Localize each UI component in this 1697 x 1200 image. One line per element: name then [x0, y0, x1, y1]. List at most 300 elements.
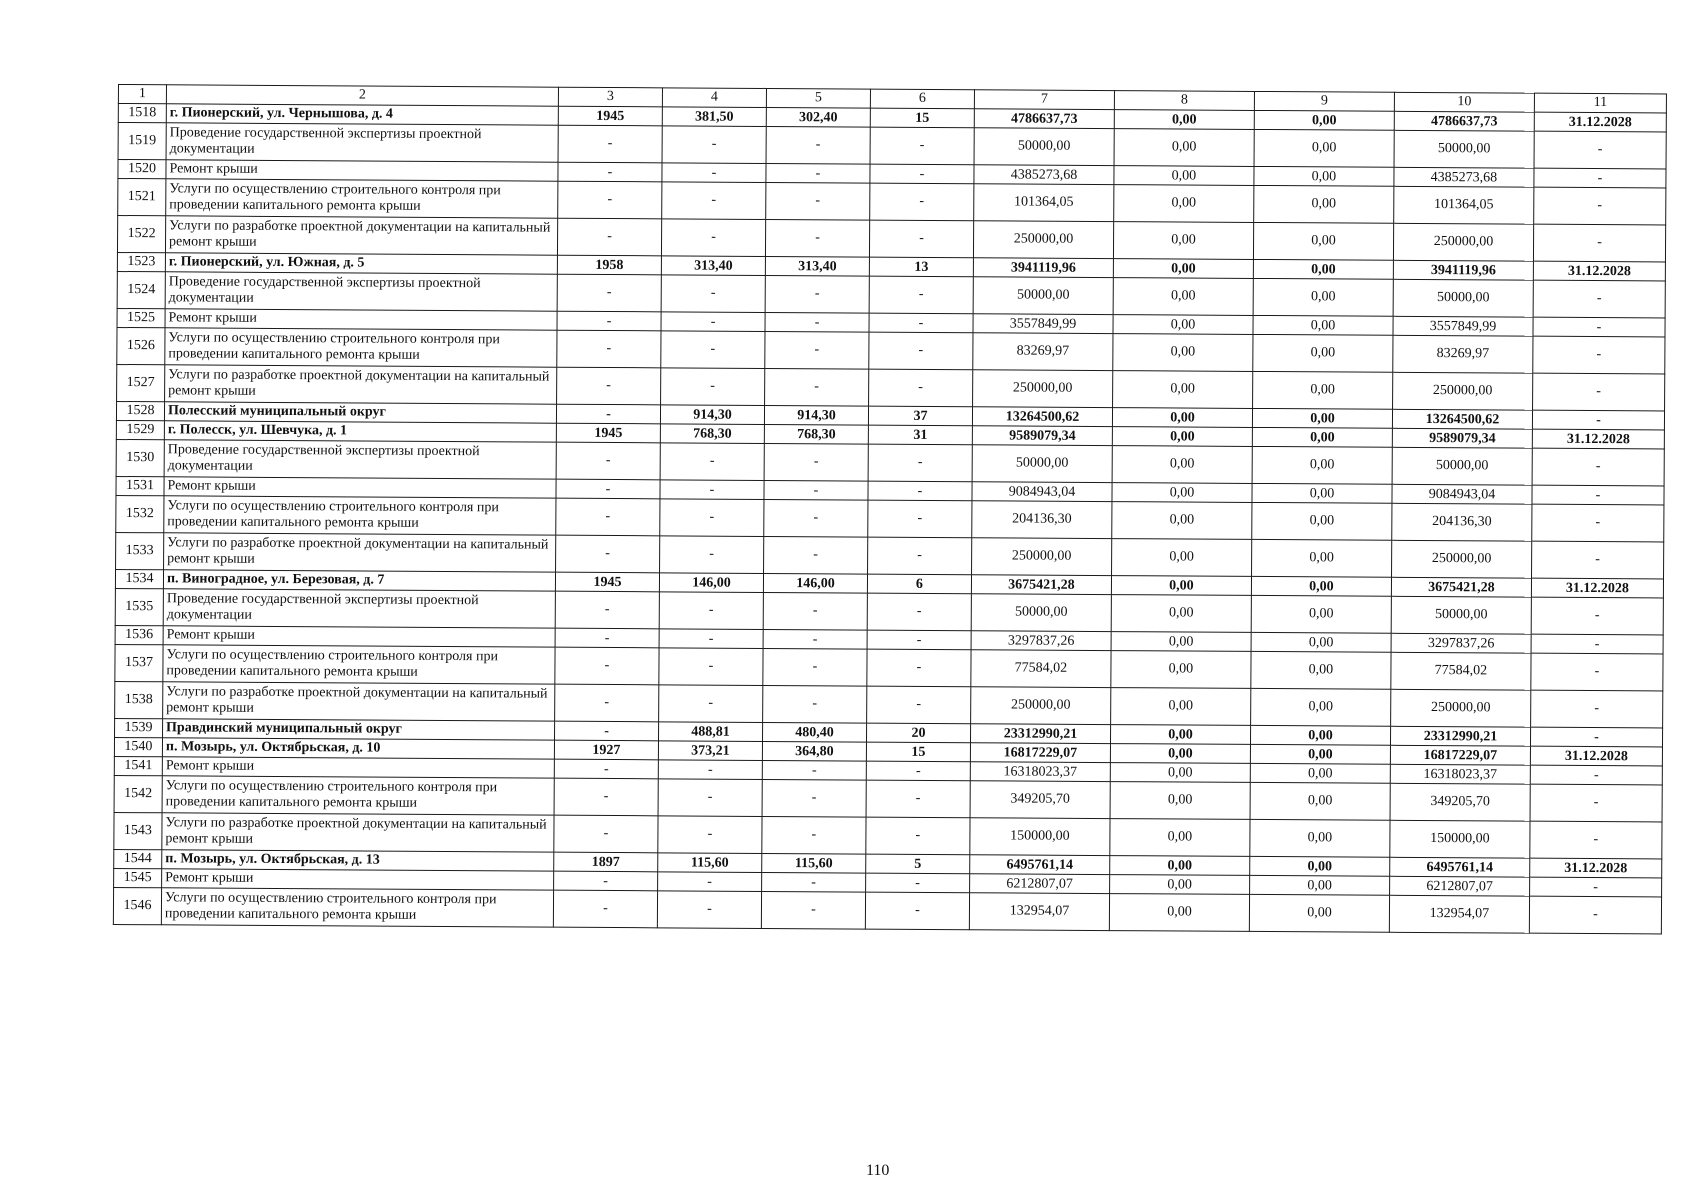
cell-col-3: - — [553, 890, 657, 928]
cell-col-7: 132954,07 — [969, 893, 1109, 931]
column-number-6: 6 — [870, 89, 974, 109]
row-number: 1531 — [116, 476, 164, 495]
column-number-5: 5 — [766, 88, 870, 108]
cell-col-7: 250000,00 — [972, 538, 1112, 576]
cell-col-8: 0,00 — [1113, 371, 1253, 409]
cell-col-7: 3297837,26 — [971, 631, 1111, 651]
cell-col-9: 0,00 — [1252, 427, 1392, 447]
cell-col-10: 349205,70 — [1390, 783, 1530, 821]
cell-col-5: - — [766, 182, 870, 220]
cell-col-10: 3941119,96 — [1393, 260, 1533, 280]
cell-col-3: - — [555, 647, 659, 685]
cell-col-7: 150000,00 — [970, 818, 1110, 856]
row-name: Услуги по осуществлению строительного контроля при проведении капитального ремонта крыши — [166, 179, 558, 218]
cell-col-9: 0,00 — [1252, 408, 1392, 428]
cell-col-11: - — [1531, 597, 1663, 635]
cell-col-7: 6495761,14 — [970, 855, 1110, 875]
cell-col-6: - — [868, 481, 972, 501]
cell-col-3: - — [558, 162, 662, 182]
column-number-3: 3 — [558, 87, 662, 107]
cell-col-5: 313,40 — [765, 256, 869, 276]
cell-col-6: 6 — [867, 574, 971, 594]
cell-col-9: 0,00 — [1254, 166, 1394, 186]
cell-col-4: - — [661, 368, 765, 406]
row-number: 1528 — [116, 401, 164, 420]
cell-col-8: 0,00 — [1110, 763, 1250, 783]
cell-col-9: 0,00 — [1251, 651, 1391, 689]
cell-col-9: 0,00 — [1254, 110, 1394, 130]
cell-col-6: - — [869, 276, 973, 314]
cell-col-5: - — [763, 592, 867, 630]
cell-col-4: - — [657, 891, 761, 929]
cell-col-9: 0,00 — [1250, 744, 1390, 764]
cell-col-7: 6212807,07 — [970, 874, 1110, 894]
cell-col-10: 16318023,37 — [1390, 764, 1530, 784]
cell-col-8: 0,00 — [1111, 595, 1251, 633]
cell-col-7: 13264500,62 — [972, 407, 1112, 427]
cell-col-3: - — [555, 628, 659, 648]
column-number-7: 7 — [974, 90, 1114, 110]
cell-col-9: 0,00 — [1253, 334, 1393, 372]
row-number: 1537 — [115, 644, 163, 681]
row-name: п. Мозырь, ул. Октябрьская, д. 13 — [162, 850, 554, 871]
row-name: Услуги по разработке проектной документации на капитальный ремонт крыши — [164, 533, 556, 572]
cell-col-3: 1927 — [554, 740, 658, 760]
cell-col-11: - — [1534, 168, 1666, 188]
cell-col-4: - — [659, 629, 763, 649]
row-name: п. Виноградное, ул. Березовая, д. 7 — [163, 570, 555, 591]
cell-col-6: 13 — [869, 257, 973, 277]
cell-col-10: 250000,00 — [1393, 372, 1533, 410]
cell-col-9: 0,00 — [1253, 371, 1393, 409]
cell-col-9: 0,00 — [1252, 446, 1392, 484]
cell-col-8: 0,00 — [1114, 129, 1254, 167]
row-name: Ремонт крыши — [165, 309, 557, 330]
table-body — [113, 104, 1666, 934]
cell-col-11: - — [1530, 727, 1662, 747]
cell-col-7: 9589079,34 — [972, 426, 1112, 446]
cell-col-3: - — [555, 684, 659, 722]
cell-col-10: 23312990,21 — [1390, 726, 1530, 746]
cell-col-9: 0,00 — [1252, 502, 1392, 540]
row-name: Проведение государственной экспертизы проектной документации — [166, 123, 558, 162]
cell-col-6: - — [868, 444, 972, 482]
row-name: п. Мозырь, ул. Октябрьская, д. 10 — [162, 738, 554, 759]
cell-col-11: - — [1532, 485, 1664, 505]
cell-col-7: 50000,00 — [973, 277, 1113, 315]
cell-col-9: 0,00 — [1253, 278, 1393, 316]
cell-col-8: 0,00 — [1110, 875, 1250, 895]
cell-col-5: - — [765, 368, 869, 406]
cell-col-11: 31.12.2028 — [1531, 578, 1663, 598]
cell-col-4: 146,00 — [659, 573, 763, 593]
row-name: Ремонт крыши — [163, 626, 555, 647]
cell-col-9: 0,00 — [1252, 483, 1392, 503]
cell-col-11: - — [1530, 784, 1662, 822]
cell-col-10: 4786637,73 — [1394, 111, 1534, 131]
cell-col-11: - — [1533, 224, 1665, 262]
column-number-2: 2 — [166, 85, 558, 106]
cell-col-5: - — [762, 872, 866, 892]
row-name: Проведение государственной экспертизы проектной документации — [163, 589, 555, 628]
cell-col-11: - — [1532, 448, 1664, 486]
cell-col-3: 1945 — [555, 572, 659, 592]
row-number: 1541 — [114, 756, 162, 775]
cell-col-6: - — [866, 817, 970, 855]
cell-col-3: - — [556, 498, 660, 536]
row-number: 1534 — [115, 569, 163, 588]
cell-col-8: 0,00 — [1111, 632, 1251, 652]
row-number: 1544 — [114, 849, 162, 868]
cell-col-11: - — [1529, 896, 1661, 934]
cell-col-10: 3675421,28 — [1391, 577, 1531, 597]
cell-col-7: 250000,00 — [971, 687, 1111, 725]
cell-col-3: - — [557, 274, 661, 312]
cell-col-5: - — [762, 760, 866, 780]
cell-col-11: - — [1532, 541, 1664, 579]
cell-col-10: 83269,97 — [1393, 335, 1533, 373]
cell-col-9: 0,00 — [1250, 725, 1390, 745]
cell-col-4: - — [661, 219, 765, 257]
row-name: Проведение государственной экспертизы проектной документации — [164, 440, 556, 479]
cell-col-9: 0,00 — [1254, 129, 1394, 167]
row-name: Услуги по разработке проектной документации на капитальный ремонт крыши — [165, 365, 557, 404]
cell-col-7: 349205,70 — [970, 781, 1110, 819]
cell-col-4: - — [662, 163, 766, 183]
cell-col-6: - — [867, 630, 971, 650]
cell-col-6: 37 — [868, 406, 972, 426]
cell-col-4: 373,21 — [658, 741, 762, 761]
cell-col-9: 0,00 — [1251, 576, 1391, 596]
row-name: Услуги по осуществлению строительного контроля при проведении капитального ремонта крыши — [164, 496, 556, 535]
column-number-11: 11 — [1534, 93, 1666, 113]
cell-col-10: 250000,00 — [1392, 540, 1532, 578]
cell-col-8: 0,00 — [1112, 539, 1252, 577]
cell-col-4: - — [660, 443, 764, 481]
row-name: г. Пионерский, ул. Южная, д. 5 — [165, 253, 557, 274]
cell-col-8: 0,00 — [1110, 819, 1250, 857]
cell-col-6: - — [867, 593, 971, 631]
cell-col-5: 914,30 — [764, 405, 868, 425]
cell-col-8: 0,00 — [1113, 315, 1253, 335]
cell-col-5: 364,80 — [762, 741, 866, 761]
cell-col-6: - — [865, 892, 969, 930]
cell-col-4: 914,30 — [660, 405, 764, 425]
cell-col-8: 0,00 — [1113, 334, 1253, 372]
cell-col-4: - — [662, 126, 766, 164]
cell-col-4: 381,50 — [662, 107, 766, 127]
cell-col-3: - — [556, 479, 660, 499]
column-number-10: 10 — [1394, 92, 1534, 112]
cell-col-9: 0,00 — [1250, 856, 1390, 876]
row-name: Услуги по осуществлению строительного контроля при проведении капитального ремонта крыши — [165, 328, 557, 367]
cell-col-5: - — [763, 629, 867, 649]
row-name: Услуги по осуществлению строительного контроля при проведении капитального ремонта крыши — [162, 776, 554, 815]
cell-col-5: - — [765, 331, 869, 369]
cell-col-7: 204136,30 — [972, 501, 1112, 539]
cell-col-8: 0,00 — [1111, 688, 1251, 726]
row-name: Ремонт крыши — [162, 757, 554, 778]
cell-col-9: 0,00 — [1250, 782, 1390, 820]
cell-col-11: 31.12.2028 — [1534, 112, 1666, 132]
cell-col-3: - — [554, 778, 658, 816]
cell-col-6: - — [866, 780, 970, 818]
cell-col-11: 31.12.2028 — [1530, 746, 1662, 766]
cell-col-10: 13264500,62 — [1392, 409, 1532, 429]
cell-col-9: 0,00 — [1250, 819, 1390, 857]
cell-col-7: 3675421,28 — [971, 575, 1111, 595]
cell-col-9: 0,00 — [1251, 688, 1391, 726]
cell-col-7: 250000,00 — [973, 221, 1113, 259]
cell-col-6: - — [867, 686, 971, 724]
row-name: Услуги по разработке проектной документации на капитальный ремонт крыши — [162, 813, 554, 852]
row-name: Полесский муниципальный округ — [164, 402, 556, 423]
row-name: Услуги по разработке проектной документации на капитальный ремонт крыши — [165, 216, 557, 255]
row-number: 1542 — [114, 775, 162, 812]
cell-col-3: - — [554, 759, 658, 779]
cell-col-4: 488,81 — [658, 722, 762, 742]
cell-col-5: - — [764, 499, 868, 537]
cell-col-3: - — [558, 181, 662, 219]
cell-col-4: - — [660, 536, 764, 574]
cell-col-7: 101364,05 — [974, 184, 1114, 222]
cell-col-5: - — [762, 779, 866, 817]
cell-col-9: 0,00 — [1253, 259, 1393, 279]
cell-col-10: 77584,02 — [1391, 652, 1531, 690]
cell-col-3: 1958 — [557, 255, 661, 275]
cell-col-9: 0,00 — [1249, 894, 1389, 932]
cell-col-3: - — [554, 815, 658, 853]
cell-col-7: 50000,00 — [974, 128, 1114, 166]
cell-col-11: 31.12.2028 — [1533, 261, 1665, 281]
cell-col-3: - — [557, 330, 661, 368]
row-number: 1529 — [116, 420, 164, 439]
cell-col-7: 23312990,21 — [970, 724, 1110, 744]
cell-col-10: 101364,05 — [1394, 186, 1534, 224]
cell-col-10: 50000,00 — [1392, 447, 1532, 485]
cell-col-9: 0,00 — [1253, 222, 1393, 260]
cell-col-10: 9084943,04 — [1392, 484, 1532, 504]
cell-col-5: - — [761, 891, 865, 929]
column-number-4: 4 — [662, 88, 766, 108]
cell-col-5: 302,40 — [766, 107, 870, 127]
cell-col-8: 0,00 — [1112, 502, 1252, 540]
cell-col-7: 16817229,07 — [970, 743, 1110, 763]
cell-col-5: - — [766, 163, 870, 183]
cell-col-8: 0,00 — [1113, 278, 1253, 316]
cell-col-4: - — [660, 499, 764, 537]
cell-col-11: - — [1533, 280, 1665, 318]
row-name: Ремонт крыши — [164, 477, 556, 498]
cell-col-11: 31.12.2028 — [1532, 429, 1664, 449]
row-number: 1543 — [114, 812, 162, 849]
cell-col-11: - — [1532, 410, 1664, 430]
document-sheet — [113, 84, 1666, 934]
cell-col-3: - — [554, 721, 658, 741]
cell-col-6: - — [870, 127, 974, 165]
cell-col-8: 0,00 — [1112, 427, 1252, 447]
row-name: Проведение государственной экспертизы проектной документации — [165, 272, 557, 311]
row-name: Услуги по осуществлению строительного контроля при проведении капитального ремонта крыши — [161, 888, 553, 927]
cell-col-6: 15 — [870, 108, 974, 128]
cell-col-7: 3941119,96 — [973, 258, 1113, 278]
cell-col-6: - — [869, 332, 973, 370]
cell-col-10: 50000,00 — [1391, 596, 1531, 634]
cell-col-8: 0,00 — [1112, 446, 1252, 484]
row-number: 1526 — [117, 327, 165, 364]
cell-col-6: - — [866, 873, 970, 893]
cell-col-4: - — [658, 760, 762, 780]
cell-col-10: 16817229,07 — [1390, 745, 1530, 765]
cell-col-4: - — [661, 275, 765, 313]
cell-col-11: 31.12.2028 — [1530, 858, 1662, 878]
cell-col-7: 83269,97 — [973, 333, 1113, 371]
cell-col-6: 15 — [866, 742, 970, 762]
cell-col-7: 250000,00 — [973, 370, 1113, 408]
cell-col-10: 204136,30 — [1392, 503, 1532, 541]
cell-col-10: 150000,00 — [1390, 820, 1530, 858]
cell-col-6: - — [870, 164, 974, 184]
cell-col-11: - — [1531, 690, 1663, 728]
cell-col-8: 0,00 — [1112, 408, 1252, 428]
cell-col-6: - — [869, 313, 973, 333]
cell-col-7: 77584,02 — [971, 650, 1111, 688]
cell-col-8: 0,00 — [1109, 894, 1249, 932]
row-number: 1539 — [115, 718, 163, 737]
cell-col-11: - — [1533, 336, 1665, 374]
cell-col-9: 0,00 — [1252, 539, 1392, 577]
cell-col-8: 0,00 — [1114, 185, 1254, 223]
row-number: 1546 — [113, 887, 161, 924]
cell-col-11: - — [1533, 373, 1665, 411]
cell-col-5: - — [764, 443, 868, 481]
cell-col-5: 146,00 — [763, 573, 867, 593]
cell-col-11: - — [1531, 653, 1663, 691]
row-number: 1521 — [118, 179, 166, 216]
cell-col-3: - — [557, 367, 661, 405]
cell-col-3: - — [558, 125, 662, 163]
cell-col-5: - — [763, 685, 867, 723]
cell-col-6: - — [869, 369, 973, 407]
cell-col-6: - — [867, 649, 971, 687]
cell-col-8: 0,00 — [1113, 222, 1253, 260]
cell-col-9: 0,00 — [1251, 595, 1391, 633]
row-number: 1523 — [117, 252, 165, 271]
cell-col-8: 0,00 — [1111, 576, 1251, 596]
cell-col-9: 0,00 — [1254, 185, 1394, 223]
cell-col-8: 0,00 — [1110, 725, 1250, 745]
row-name: г. Полесск, ул. Шевчука, д. 1 — [164, 421, 556, 442]
cell-col-11: - — [1532, 504, 1664, 542]
cell-col-4: - — [659, 685, 763, 723]
cell-col-10: 9589079,34 — [1392, 428, 1532, 448]
cell-col-9: 0,00 — [1253, 315, 1393, 335]
row-number: 1524 — [117, 271, 165, 308]
cell-col-3: - — [557, 311, 661, 331]
row-name: Услуги по осуществлению строительного контроля при проведении капитального ремонта крыши — [163, 645, 555, 684]
cell-col-5: 115,60 — [762, 853, 866, 873]
cell-col-3: - — [555, 591, 659, 629]
cell-col-11: - — [1534, 187, 1666, 225]
row-name: Ремонт крыши — [166, 160, 558, 181]
cell-col-4: 115,60 — [658, 853, 762, 873]
cell-col-5: 768,30 — [764, 424, 868, 444]
cell-col-4: 768,30 — [660, 424, 764, 444]
row-number: 1545 — [114, 868, 162, 887]
cell-col-3: 1897 — [554, 852, 658, 872]
cell-col-8: 0,00 — [1114, 110, 1254, 130]
row-name: Услуги по разработке проектной документации на капитальный ремонт крыши — [163, 682, 555, 721]
cell-col-6: - — [866, 761, 970, 781]
cell-col-4: - — [659, 648, 763, 686]
cell-col-5: - — [765, 219, 869, 257]
cell-col-11: - — [1530, 765, 1662, 785]
cell-col-7: 4786637,73 — [974, 109, 1114, 129]
cell-col-10: 250000,00 — [1393, 223, 1533, 261]
cell-col-11: - — [1530, 821, 1662, 859]
cell-col-6: - — [868, 537, 972, 575]
cell-col-8: 0,00 — [1110, 856, 1250, 876]
cell-col-3: - — [556, 535, 660, 573]
cell-col-10: 250000,00 — [1391, 689, 1531, 727]
cell-col-10: 6495761,14 — [1390, 857, 1530, 877]
cell-col-11: - — [1530, 877, 1662, 897]
cell-col-4: - — [658, 816, 762, 854]
cell-col-5: - — [764, 536, 868, 574]
row-name: Ремонт крыши — [162, 869, 554, 890]
row-number: 1533 — [116, 532, 164, 569]
cell-col-10: 4385273,68 — [1394, 167, 1534, 187]
cell-col-5: - — [763, 648, 867, 686]
cell-col-4: - — [659, 592, 763, 630]
cell-col-6: - — [868, 500, 972, 538]
cell-col-6: 31 — [868, 425, 972, 445]
cell-col-7: 50000,00 — [971, 594, 1111, 632]
column-number-9: 9 — [1254, 91, 1394, 111]
row-number: 1535 — [115, 588, 163, 625]
cell-col-5: - — [764, 480, 868, 500]
cell-col-7: 9084943,04 — [972, 482, 1112, 502]
cell-col-6: 20 — [866, 723, 970, 743]
page-number: 110 — [866, 1162, 890, 1179]
cell-col-4: - — [660, 480, 764, 500]
cell-col-7: 16318023,37 — [970, 762, 1110, 782]
row-name: г. Пионерский, ул. Чернышова, д. 4 — [166, 104, 558, 125]
row-number: 1530 — [116, 439, 164, 476]
row-name: Правдинский муниципальный округ — [163, 719, 555, 740]
row-number: 1527 — [117, 364, 165, 401]
cell-col-11: - — [1531, 634, 1663, 654]
row-number: 1538 — [115, 681, 163, 718]
cell-col-4: - — [661, 312, 765, 332]
cell-col-8: 0,00 — [1110, 782, 1250, 820]
row-number: 1520 — [118, 160, 166, 179]
cell-col-11: - — [1533, 317, 1665, 337]
column-number-8: 8 — [1114, 91, 1254, 111]
cell-col-8: 0,00 — [1111, 651, 1251, 689]
column-number-1: 1 — [118, 85, 166, 104]
row-number: 1518 — [118, 104, 166, 123]
capital-repair-table — [113, 84, 1667, 934]
cell-col-5: - — [766, 126, 870, 164]
cell-col-4: - — [658, 872, 762, 892]
cell-col-10: 50000,00 — [1393, 279, 1533, 317]
cell-col-10: 3297837,26 — [1391, 633, 1531, 653]
cell-col-10: 6212807,07 — [1390, 876, 1530, 896]
cell-col-4: - — [662, 182, 766, 220]
cell-col-3: - — [556, 442, 660, 480]
cell-col-4: - — [658, 779, 762, 817]
